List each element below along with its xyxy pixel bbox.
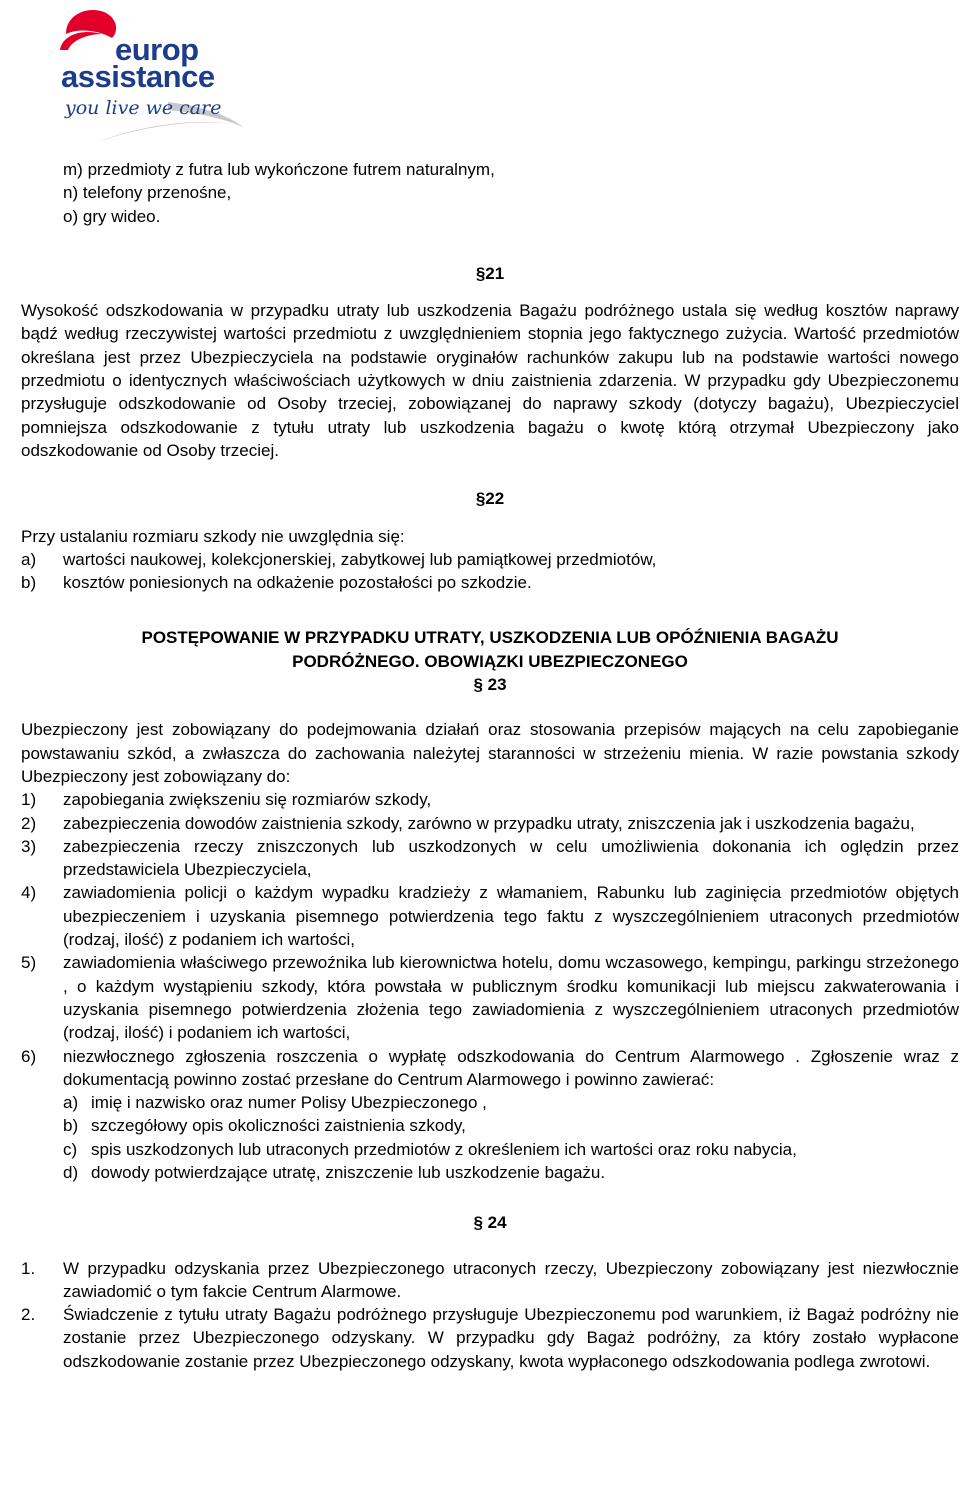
section-title-line1: POSTĘPOWANIE W PRZYPADKU UTRATY, USZKODZENIA LUB OPÓŹNIENIA BAGAŻU	[141, 628, 839, 648]
list-item: 4) zawiadomienia policji o każdym wypadku kradzieży z włamaniem, Rabunku lub zaginięcia przedmiotów objętych ubezpieczeniem i uzyskania pisemnego potwierdzenia tego faktu z wyszczególnieniem utraconych przedmiotów (rodzaj, ilość) z podaniem ich wartości,	[21, 883, 959, 950]
section-title-line2: PODRÓŻNEGO. OBOWIĄZKI UBEZPIECZONEGO	[292, 651, 688, 671]
section-22-heading: §22	[475, 489, 505, 509]
list-item: 6) niezwłocznego zgłoszenia roszczenia o wypłatę odszkodowania do Centrum Alarmowego . Zgłoszenie wraz z dokumentacją powinno zostać przesłane do Centrum Alarmowego i powinno zawierać:	[21, 1046, 959, 1089]
list-item: b) szczegółowy opis okoliczności zaistnienia szkody,	[63, 1116, 466, 1136]
logo-tagline: you live we care	[65, 97, 222, 119]
logo-line2: assistance	[61, 59, 215, 94]
list-item: 2. Świadczenie z tytułu utraty Bagażu podróżnego przysługuje Ubezpieczonemu pod warunkiem, iż Bagaż podróżny nie zostanie przez Ubezpieczonego odzyskany. W przypadku gdy Bagaż podróżny, za który zostało wypłacone odszkodowanie zostanie przez Ubezpieczonego odzyskany, kwota wypłaconego odszkodowania podlega zwrotowi.	[21, 1305, 959, 1371]
section-23-sublist	[21, 1091, 959, 1184]
list-item: n) telefony przenośne,	[63, 183, 232, 203]
section-22-list	[21, 548, 959, 595]
list-m-o	[21, 158, 959, 228]
list-item: o) gry wideo.	[63, 206, 161, 226]
logo-line1: europ	[115, 32, 199, 67]
list-item: a) wartości naukowej, kolekcjonerskiej, zabytkowej lub pamiątkowej przedmiotów,	[21, 549, 657, 569]
document-body	[21, 158, 959, 1373]
section-23-heading: § 23	[473, 675, 507, 695]
list-item: 1. W przypadku odzyskania przez Ubezpieczonego utraconych rzeczy, Ubezpieczony zobowiązany jest niezwłocznie zawiadomić o tym fakcie Centrum Alarmowe.	[21, 1258, 959, 1301]
section-21-heading: §21	[475, 263, 505, 283]
list-item: m) przedmioty z futra lub wykończone futrem naturalnym,	[63, 160, 495, 179]
list-item: b) kosztów poniesionych na odkażenie pozostałości po szkodzie.	[21, 573, 532, 593]
list-item: 3) zabezpieczenia rzeczy zniszczonych lub uszkodzonych w celu umożliwienia dokonania ich oględzin przez przedstawiciela Ubezpieczyciela,	[21, 836, 959, 880]
list-item: c) spis uszkodzonych lub utraconych przedmiotów z określeniem ich wartości oraz roku nabycia,	[63, 1139, 797, 1159]
section-24-heading: § 24	[473, 1213, 507, 1233]
europ-assistance-logo	[58, 6, 248, 146]
list-item: 5) zawiadomienia właściwego przewoźnika lub kierownictwa hotelu, domu wczasowego, kempingu, parkingu strzeżonego , o każdym wystąpieniu szkody, która powstała w publicznym środku komunikacji lub miejscu zakwaterowania i uzyskania pisemnego potwierdzenia złożenia tego zawiadomienia z wyszczególnieniem utraconych przedmiotów (rodzaj, ilość) i podaniem ich wartości,	[21, 953, 959, 1043]
section-23-intro: Ubezpieczony jest zobowiązany do podejmowania działań oraz stosowania przepisów mających na celu zapobieganie powstawaniu szkód, a zwłaszcza do zachowania należytej staranności w strzeżeniu mienia. W razie powstania szkody Ubezpieczony jest zobowiązany do:	[21, 720, 959, 786]
list-item: d) dowody potwierdzające utratę, zniszczenie lub uszkodzenie bagażu.	[63, 1162, 606, 1182]
section-24-list	[21, 1257, 959, 1373]
list-item: 1) zapobiegania zwiększeniu się rozmiarów szkody,	[21, 790, 432, 810]
section-21-text: Wysokość odszkodowania w przypadku utraty lub uszkodzenia Bagażu podróżnego ustala się według kosztów naprawy bądź według rzeczywistej wartości przedmiotu z uwzględnieniem stopnia jego faktycznego zużycia. Wartość przedmiotów określana jest przez Ubezpieczyciela na podstawie oryginałów rachunków zakupu lub na podstawie wartości nowego przedmiotu o identycznych właściwościach użytkowych w dniu zaistnienia zdarzenia. W przypadku gdy Ubezpieczonemu przysługuje odszkodowanie od Osoby trzeciej, zobowiązanej do naprawy szkody (dotyczy bagażu), Ubezpieczyciel pomniejsza odszkodowanie z tytułu utraty lub uszkodzenia bagażu o kwotę którą otrzymał Ubezpieczony jako odszkodowanie od Osoby trzeciej.	[21, 301, 959, 460]
list-item: 2) zabezpieczenia dowodów zaistnienia szkody, zarówno w przypadku utraty, zniszczenia jak i uszkodzenia bagażu,	[21, 813, 915, 833]
list-item: a) imię i nazwisko oraz numer Polisy Ubezpieczonego ,	[63, 1093, 487, 1113]
section-22-intro: Przy ustalaniu rozmiaru szkody nie uwzględnia się:	[21, 526, 405, 546]
section-23-list	[21, 788, 959, 1091]
